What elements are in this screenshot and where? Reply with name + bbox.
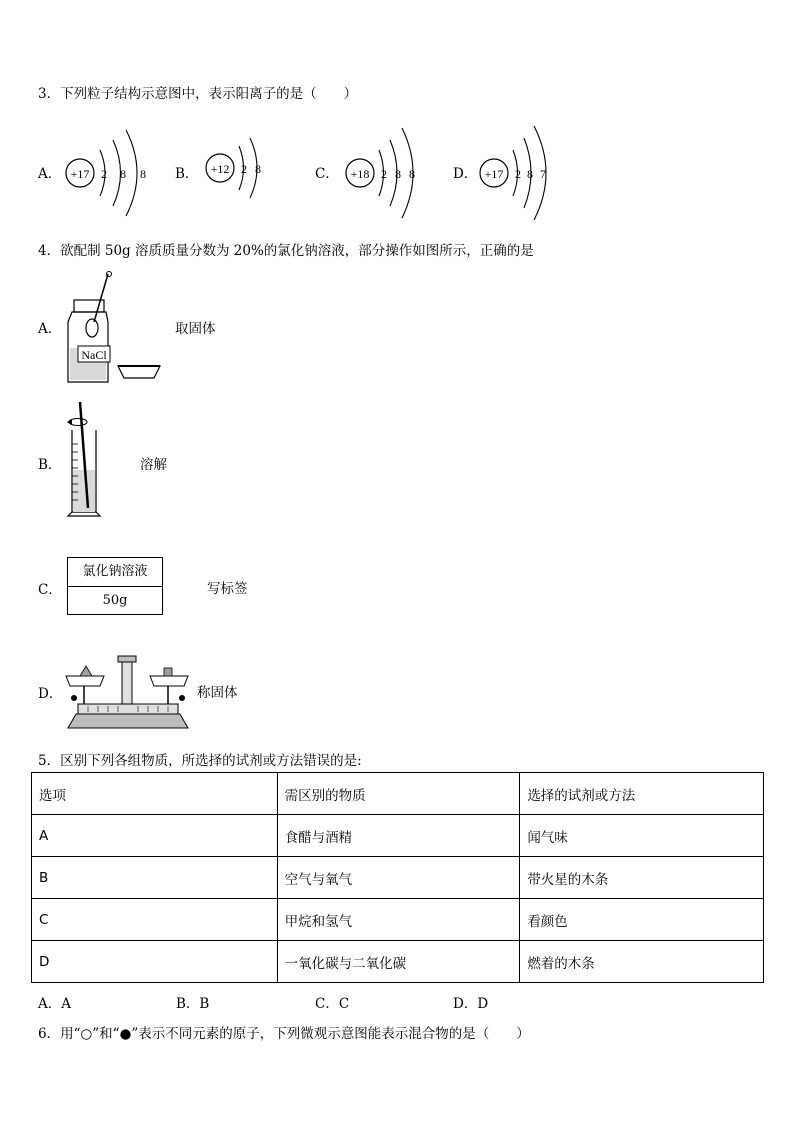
- shell-3-count: 7: [540, 167, 546, 181]
- label-box-bottom: 50g: [102, 593, 128, 608]
- q3-stem: 3．下列粒子结构示意图中，表示阳离子的是（ ）: [38, 86, 358, 102]
- q3-option-a-atom-diagram: [62, 120, 162, 220]
- q5-choice-c: C．C: [315, 996, 350, 1012]
- spoon-bowl: [86, 319, 98, 337]
- q4-option-c-caption: 写标签: [207, 581, 248, 597]
- q5-choice-b: B．B: [176, 996, 210, 1012]
- q4-option-d-letter: D．: [38, 686, 63, 702]
- table-header-cell: 选择的试剂或方法: [520, 773, 764, 815]
- table-cell: C: [32, 899, 278, 941]
- q4-option-a-caption: 取固体: [175, 321, 216, 337]
- left-leveling-knob: [71, 695, 77, 701]
- q5-stem: 5．区别下列各组物质，所选择的试剂或方法错误的是:: [38, 753, 362, 769]
- shell-2-count: 8: [395, 167, 401, 181]
- table-row: [32, 857, 764, 899]
- nucleus-charge: +17: [70, 167, 90, 181]
- table-cell: B: [32, 857, 278, 899]
- q5-choice-a: A．A: [38, 996, 71, 1012]
- shell-2-count: 8: [255, 162, 261, 176]
- q3-option-a-letter: A．: [38, 166, 62, 182]
- q6-stem: 6．用“○”和“●”表示不同元素的原子，下列微观示意图能表示混合物的是（ ）: [38, 1026, 530, 1042]
- q3-option-b-atom-diagram: [202, 130, 282, 210]
- table-cell: 闻气味: [520, 815, 764, 857]
- q4-option-b-caption: 溶解: [140, 457, 167, 473]
- q4-option-d-caption: 称固体: [197, 685, 238, 701]
- nucleus-charge: +18: [350, 167, 370, 181]
- balance-beam-housing: [78, 704, 178, 714]
- table-row: [32, 941, 764, 983]
- q4-option-a-bottle-diagram: [64, 270, 174, 388]
- shell-1-count: 2: [515, 167, 521, 181]
- shell-3-count: 8: [409, 167, 415, 181]
- label-box-top: 氯化钠溶液: [68, 558, 162, 587]
- table-header-cell: 需区别的物质: [277, 773, 520, 815]
- shell-3-count: 8: [140, 167, 146, 181]
- q3-option-c-atom-diagram: [342, 120, 432, 220]
- q3-option-d-letter: D．: [453, 166, 478, 182]
- cylinder-base: [68, 512, 100, 516]
- weight-on-right-pan: [164, 668, 172, 676]
- q4-option-d-balance-diagram: [64, 652, 192, 732]
- table-row: [32, 899, 764, 941]
- q4-stem: 4．欲配制 50g 溶质质量分数为 20%的氯化钠溶液，部分操作如图所示，正确的是: [38, 243, 534, 259]
- table-cell: 甲烷和氢气: [277, 899, 520, 941]
- table-header-cell: 选项: [32, 773, 278, 815]
- nucleus-charge: +12: [210, 162, 230, 176]
- table-row: [32, 815, 764, 857]
- right-leveling-knob: [179, 695, 185, 701]
- table-cell: D: [32, 941, 278, 983]
- balance-base: [68, 714, 188, 728]
- table-cell: 食醋与酒精: [277, 815, 520, 857]
- q4-option-c-letter: C．: [38, 582, 62, 598]
- shell-1-count: 2: [381, 167, 387, 181]
- weighing-dish: [118, 366, 160, 378]
- q5-choice-d: D．D: [453, 996, 489, 1012]
- balance-pillar-top: [118, 656, 136, 662]
- q4-option-a-letter: A．: [38, 321, 62, 337]
- table-header-row: [32, 773, 764, 815]
- table-cell: 空气与氧气: [277, 857, 520, 899]
- shell-arc-3: [126, 130, 137, 216]
- q3-option-c-letter: C．: [315, 166, 339, 182]
- q4-option-b-letter: B．: [38, 457, 62, 473]
- q5-table: [31, 772, 764, 983]
- balance-pillar: [122, 660, 132, 704]
- table-cell: 燃着的木条: [520, 941, 764, 983]
- q4-option-c-label-box: [67, 557, 163, 615]
- table-cell: 看颜色: [520, 899, 764, 941]
- sample-on-left-pan: [80, 666, 92, 676]
- q4-option-b-cylinder-diagram: [64, 400, 114, 522]
- shell-1-count: 2: [101, 167, 107, 181]
- stir-arrow-icon: [67, 419, 72, 425]
- right-pan: [150, 676, 188, 686]
- table-cell: A: [32, 815, 278, 857]
- table-cell: 一氧化碳与二氧化碳: [277, 941, 520, 983]
- shell-2-count: 8: [120, 167, 126, 181]
- left-pan: [66, 676, 104, 686]
- q3-option-d-atom-diagram: [476, 120, 566, 220]
- spoon-handle: [94, 274, 108, 322]
- shell-2-count: 8: [527, 167, 533, 181]
- bottle-label-text: NaCl: [81, 348, 107, 362]
- table-cell: 带火星的木条: [520, 857, 764, 899]
- shell-1-count: 2: [241, 162, 247, 176]
- q3-option-b-letter: B．: [175, 166, 199, 182]
- nucleus-charge: +17: [484, 167, 504, 181]
